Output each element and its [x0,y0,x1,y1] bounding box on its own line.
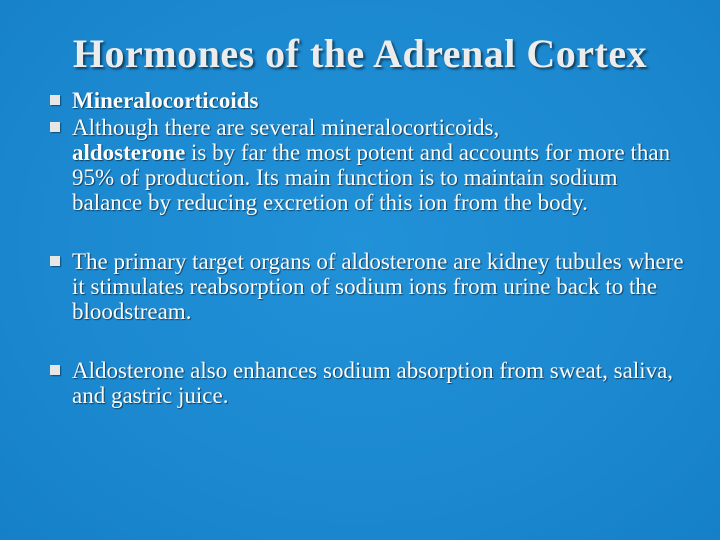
bullet-item [50,249,690,324]
bullet-item [50,88,690,113]
bullet-term: aldosterone [72,140,186,165]
slide-title: Hormones of the Adrenal Cortex [72,31,648,76]
bullet-list [50,88,690,408]
square-bullet-icon [50,365,60,375]
square-bullet-icon [50,256,60,266]
square-bullet-icon [50,122,60,132]
bullet-text-lead: Although there are several mineralocorticoids, [72,115,500,140]
bullet-text-rest: is by far the most potent and accounts for more than 95% of production. Its main function is to maintain sodium balance by reducing excretion of this ion from the body. [72,140,671,215]
square-bullet-icon [50,95,60,105]
bullet-item [50,358,690,408]
bullet-item [50,115,690,215]
bullet-text: Aldosterone also enhances sodium absorption from sweat, saliva, and gastric juice. [72,358,674,408]
bullet-text: Mineralocorticoids [72,88,259,113]
bullet-text: The primary target organs of aldosterone are kidney tubules where it stimulates reabsorption of sodium ions from urine back to the bloodstream. [72,249,684,324]
